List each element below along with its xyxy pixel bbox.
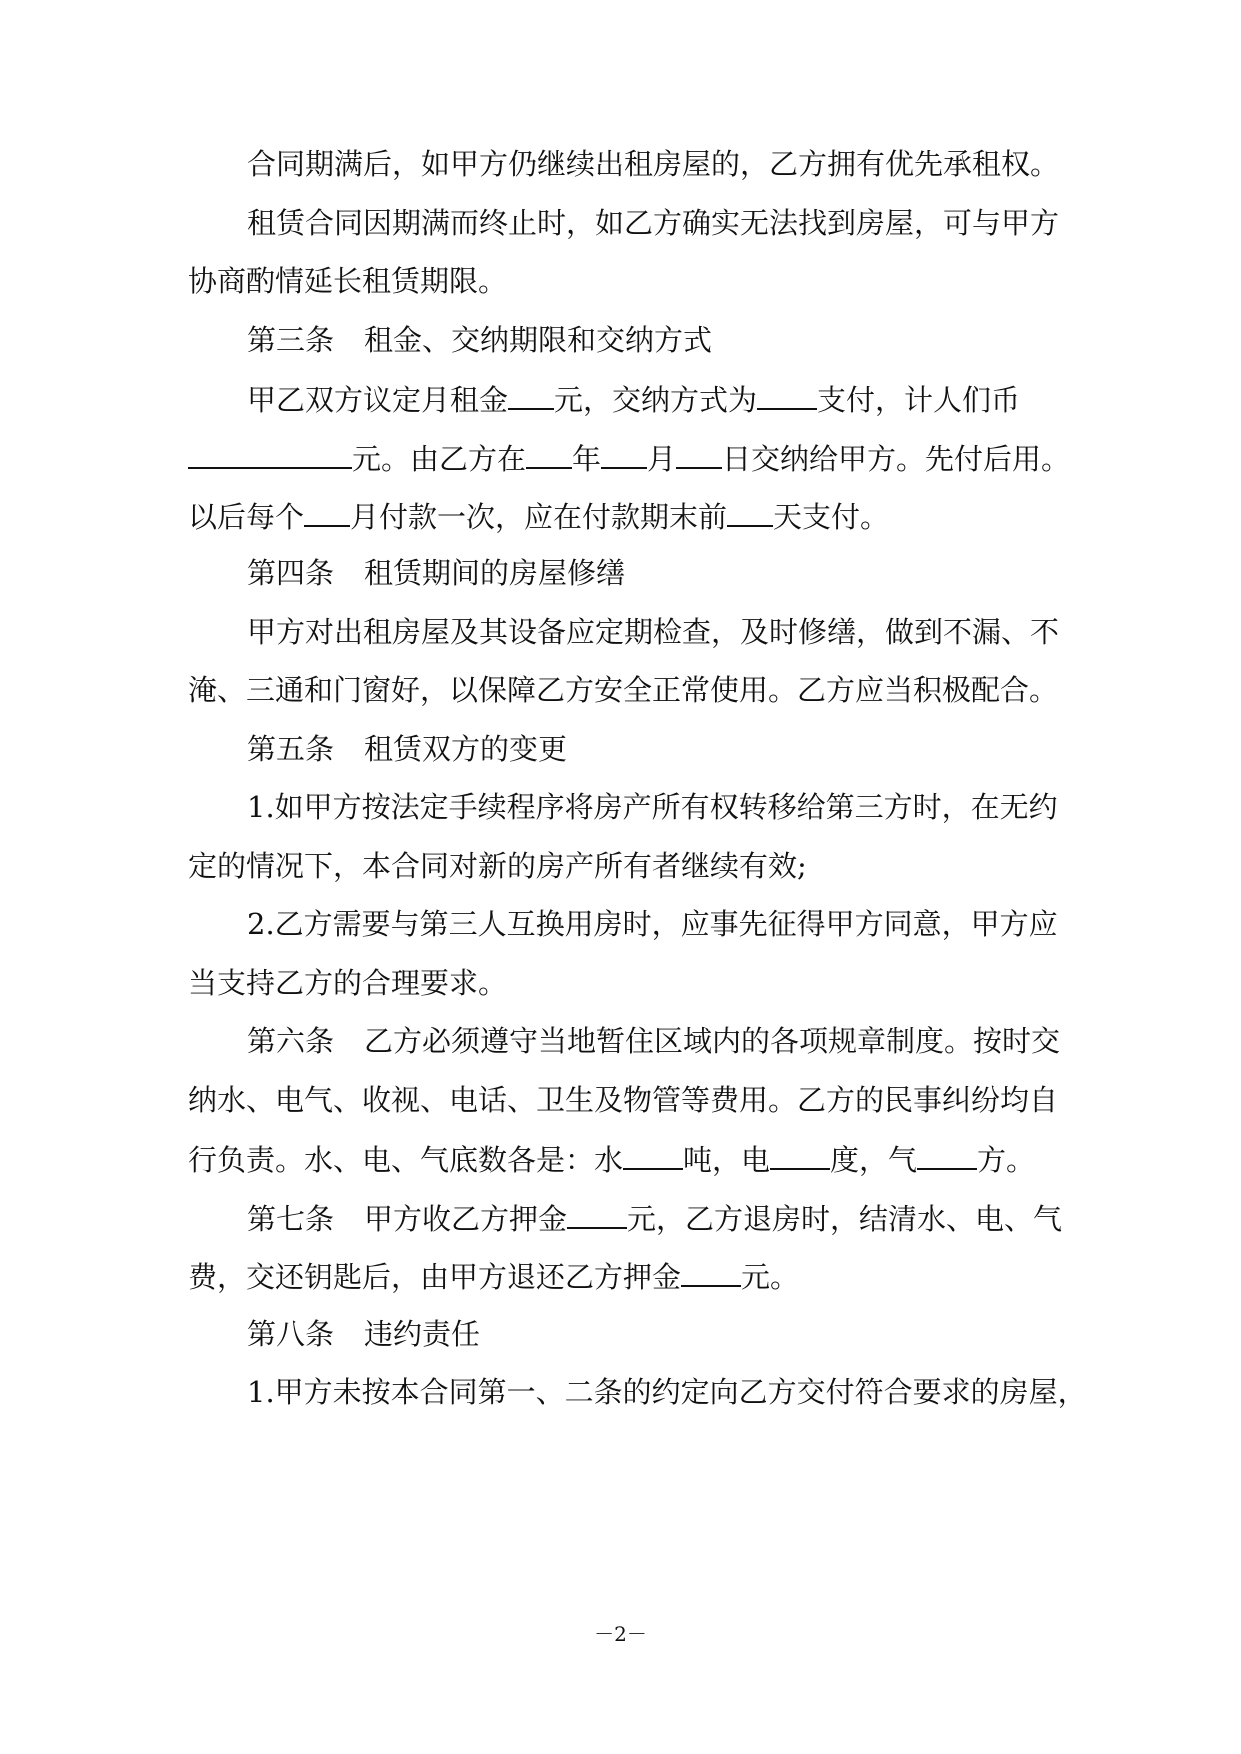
blank-payment-method [757, 378, 817, 410]
article-number: 第五条 [247, 732, 335, 766]
article-number: 第七条 [247, 1202, 335, 1236]
paragraph-line [188, 963, 507, 1003]
article-heading [247, 1021, 1060, 1061]
blank-rmb-amount [188, 437, 352, 469]
article-title: 违约责任 [364, 1317, 481, 1351]
blank-rent-amount [508, 378, 554, 410]
article-heading [247, 320, 712, 360]
paragraph-line [188, 261, 507, 301]
paragraph-line [188, 670, 1058, 710]
line-text: 费，交还钥匙后，由甲方退还乙方押金 [188, 1260, 682, 1294]
line-text: 天支付。 [773, 500, 890, 534]
blank-days [727, 495, 773, 527]
blank-month [601, 437, 647, 469]
paragraph-line [188, 1138, 1035, 1180]
article-title: 租赁双方的变更 [364, 732, 568, 766]
line-text: 以后每个 [188, 500, 305, 534]
line-text: 年 [572, 442, 602, 476]
page-number: －2－ [594, 1622, 647, 1646]
article-number: 第八条 [247, 1317, 335, 1351]
line-text: 支付，计人们币 [817, 383, 1021, 417]
line-text: 月 [647, 442, 677, 476]
paragraph-line [188, 846, 807, 886]
blank-year [526, 437, 572, 469]
line-text: 元。由乙方在 [352, 442, 527, 476]
line-text: 度，气 [830, 1143, 918, 1177]
line-text: 乙方必须遵守当地暂住区域内的各项规章制度。按时交 [364, 1024, 1061, 1058]
blank-deposit-refund [681, 1255, 741, 1287]
article-number: 第三条 [247, 323, 335, 357]
blank-water-reading [623, 1138, 683, 1170]
line-text: 1.甲方未按本合同第一、二条的约定向乙方交付符合要求的房屋， [247, 1375, 1087, 1409]
line-text: 行负责。水、电、气底数各是：水 [188, 1143, 624, 1177]
blank-months [304, 495, 350, 527]
paragraph-line [247, 144, 1059, 184]
article-title: 租金、交纳期限和交纳方式 [364, 323, 713, 357]
paragraph-line [188, 495, 889, 537]
line-text: 当支持乙方的合理要求。 [188, 966, 508, 1000]
line-text: 甲方对出租房屋及其设备应定期检查，及时修缮，做到不漏、不 [247, 615, 1060, 649]
line-text: 淹、三通和门窗好，以保障乙方安全正常使用。乙方应当积极配合。 [188, 673, 1059, 707]
line-text: 方。 [977, 1143, 1036, 1177]
line-text: 元。 [741, 1260, 800, 1294]
line-text: 元，交纳方式为 [554, 383, 758, 417]
article-heading [247, 1314, 480, 1354]
paragraph-line [247, 203, 1059, 243]
line-text: 纳水、电气、收视、电话、卫生及物管等费用。乙方的民事纠纷均自 [188, 1083, 1059, 1117]
paragraph-line [188, 1255, 799, 1297]
line-text: 合同期满后，如甲方仍继续出租房屋的，乙方拥有优先承租权。 [247, 147, 1060, 181]
line-text: 甲乙双方议定月租金 [247, 383, 509, 417]
paragraph-line [247, 1372, 1087, 1412]
line-text: 吨，电 [683, 1143, 771, 1177]
line-text: 甲方收乙方押金 [364, 1202, 568, 1236]
blank-gas-reading [917, 1138, 977, 1170]
article-heading [247, 729, 567, 769]
blank-deposit-amount [567, 1197, 627, 1229]
line-text: 协商酌情延长租赁期限。 [188, 264, 508, 298]
blank-electricity-reading [770, 1138, 830, 1170]
paragraph-line [247, 904, 1058, 944]
line-text: 租赁合同因期满而终止时，如乙方确实无法找到房屋，可与甲方 [247, 206, 1060, 240]
article-number: 第四条 [247, 556, 335, 590]
line-text: 日交纳给甲方。先付后用。 [722, 442, 1071, 476]
paragraph-line [247, 378, 1020, 420]
line-text: 定的情况下，本合同对新的房产所有者继续有效; [188, 849, 807, 883]
article-title: 租赁期间的房屋修缮 [364, 556, 626, 590]
line-text: 元，乙方退房时，结清水、电、气 [627, 1202, 1063, 1236]
paragraph-line [247, 612, 1059, 652]
line-text: 月付款一次，应在付款期末前 [350, 500, 728, 534]
paragraph-line [247, 787, 1058, 827]
blank-day [676, 437, 722, 469]
paragraph-line [188, 437, 1070, 479]
article-heading [247, 1197, 1062, 1239]
line-text: 2.乙方需要与第三人互换用房时，应事先征得甲方同意，甲方应 [247, 907, 1058, 941]
article-number: 第六条 [247, 1024, 335, 1058]
article-heading [247, 553, 625, 593]
paragraph-line [188, 1080, 1058, 1120]
line-text: 1.如甲方按法定手续程序将房产所有权转移给第三方时，在无约 [247, 790, 1058, 824]
